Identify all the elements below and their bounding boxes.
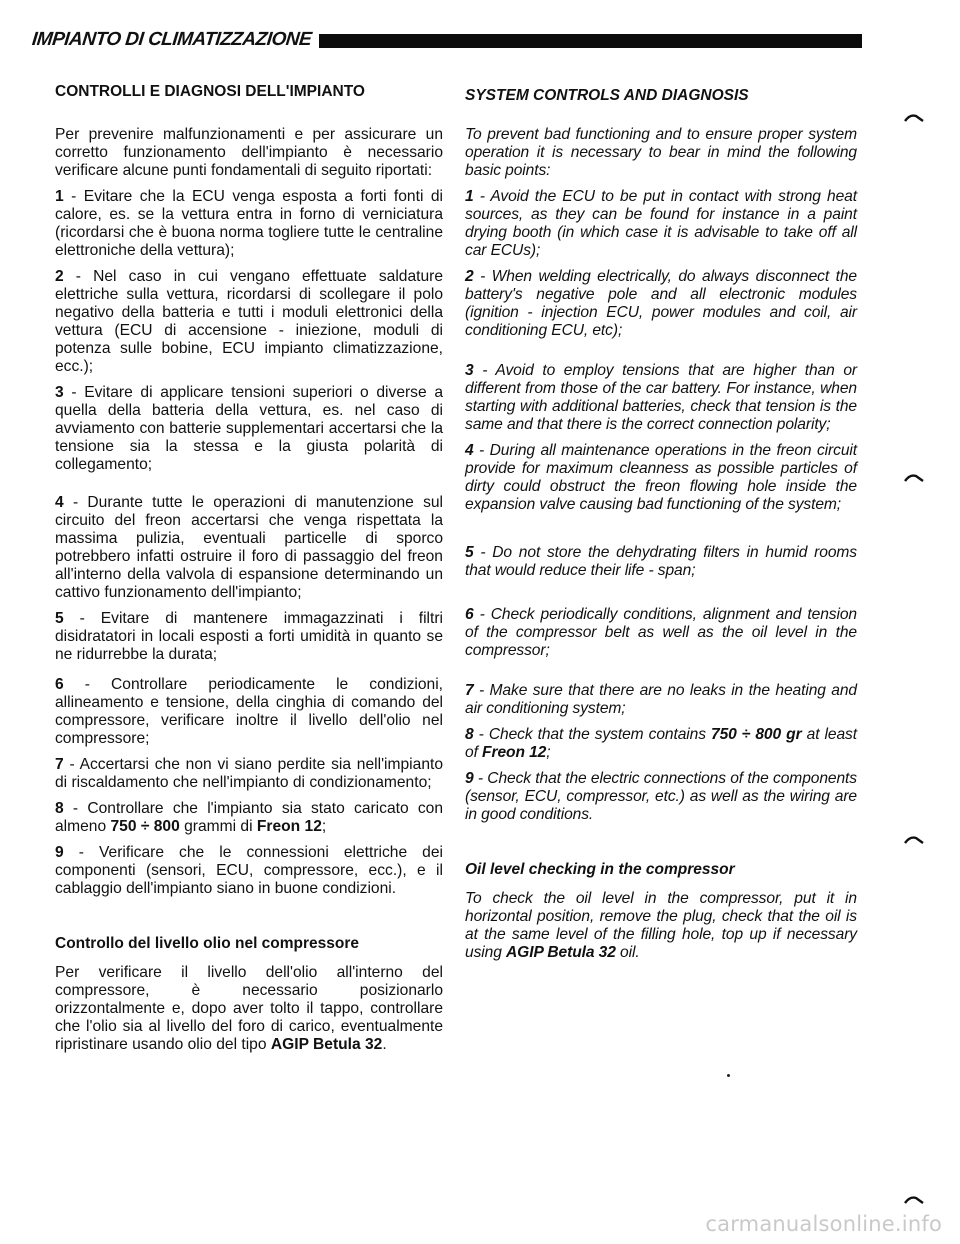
english-item-4: 4 - During all maintenance operations in the freon circuit provide for maximum cleanness as possible particles of dirty could obstruct the freon flowing hole inside the expansion valve causing bad functioning of the system;	[465, 442, 857, 513]
english-section-title: SYSTEM CONTROLS AND DIAGNOSIS	[465, 87, 749, 104]
italian-section-title: CONTROLLI E DIAGNOSI DELL'IMPIANTO	[55, 83, 365, 100]
english-intro: To prevent bad functioning and to ensure proper system operation it is necessary to bear in mind the following basic points:	[465, 126, 857, 179]
margin-mark-icon	[904, 114, 924, 122]
margin-mark-icon	[904, 474, 924, 482]
watermark: carmanualsonline.info	[705, 1212, 942, 1236]
english-item-9: 9 - Check that the electric connections of the components (sensor, ECU, compressor, etc.) as well as the wiring are in good conditions.	[465, 770, 857, 823]
italian-item-6: 6 - Controllare periodicamente le condizioni, allineamento e tensione, della cinghia di comando del compressore, verificare inoltre il livello dell'olio nel compressore;	[55, 676, 443, 747]
italian-column	[55, 82, 443, 1062]
header-bar	[319, 34, 862, 48]
italian-item-7: 7 - Accertarsi che non vi siano perdite sia nell'impianto di riscaldamento che nell'impianto di condizionamento;	[55, 756, 443, 791]
english-item-5: 5 - Do not store the dehydrating filters in humid rooms that would reduce their life - span;	[465, 544, 857, 579]
margin-mark-icon	[904, 1196, 924, 1204]
margin-mark-icon	[904, 836, 924, 844]
italian-oil-title: Controllo del livello olio nel compressore	[55, 935, 360, 952]
header-title: IMPIANTO DI CLIMATIZZAZIONE	[30, 29, 313, 50]
italian-item-8: 8 - Controllare che l'impianto sia stato caricato con almeno 750 ÷ 800 grammi di Freon 12;	[55, 800, 443, 835]
speck	[727, 1074, 730, 1077]
italian-item-3: 3 - Evitare di applicare tensioni superiori o diverse a quella della batteria della vettura, es. nel caso di avviamento con batterie supplementari accertarsi che la tensione sia la stessa e la giusta polarità di collegamento;	[55, 384, 443, 473]
italian-item-5: 5 - Evitare di mantenere immagazzinati i filtri disidratatori in locali esposti a forti umidità in quanto se ne ridurrebbe la durata;	[55, 610, 443, 663]
page-header	[32, 28, 862, 52]
italian-oil-text: Per verificare il livello dell'olio all'interno del compressore, è necessario posizionarlo orizzontalmente e, dopo aver tolto il tappo, controllare che l'olio sia al livello del foro di carico, eventualmente ripristinare usando olio del tipo AGIP Betula 32.	[55, 964, 443, 1053]
english-item-7: 7 - Make sure that there are no leaks in the heating and air conditioning system;	[465, 682, 857, 717]
english-item-1: 1 - Avoid the ECU to be put in contact with strong heat sources, as they can be found for instance in a paint drying booth (in which case it is advisable to take off all car ECUs);	[465, 188, 857, 259]
english-item-2: 2 - When welding electrically, do always disconnect the battery's negative pole and all electronic modules (ignition - injection ECU, power modules and coil, air conditioning ECU, etc);	[465, 268, 857, 339]
english-column	[465, 82, 857, 970]
italian-item-9: 9 - Verificare che le connessioni elettriche dei componenti (sensori, ECU, compressore, ecc.), e il cablaggio dell'impianto siano in buone condizioni.	[55, 844, 443, 897]
english-oil-title: Oil level checking in the compressor	[465, 861, 735, 878]
italian-item-4: 4 - Durante tutte le operazioni di manutenzione sul circuito del freon accertarsi che venga rispettata la massima pulizia, eventuali particelle di sporco potrebbero infatti ostruire il foro di passaggio del freon all'interno della valvola di espansione determinando un cattivo funzionamento dell'impianto;	[55, 494, 443, 601]
english-item-8: 8 - Check that the system contains 750 ÷ 800 gr at least of Freon 12;	[465, 726, 857, 761]
english-item-3: 3 - Avoid to employ tensions that are higher than or different from those of the car battery. For instance, when starting with additional batteries, check that tension is the same and that there is the correct connection polarity;	[465, 362, 857, 433]
italian-item-2: 2 - Nel caso in cui vengano effettuate saldature elettriche sulla vettura, ricordarsi di scollegare il polo negativo della batteria e tutti i moduli elettronici della vettura (ECU di accensione - iniezione, moduli di potenza sulle bobine, ECU impianto climatizzazione, ecc.);	[55, 268, 443, 375]
italian-intro: Per prevenire malfunzionamenti e per assicurare un corretto funzionamento dell'impianto è necessario verificare alcune punti fondamentali di seguito riportati:	[55, 126, 443, 179]
english-item-6: 6 - Check periodically conditions, alignment and tension of the compressor belt as well as the oil level in the compressor;	[465, 606, 857, 659]
english-oil-text: To check the oil level in the compressor, put it in horizontal position, remove the plug, check that the oil is at the same level of the filling hole, top up if necessary using AGIP Betula 32 oil.	[465, 890, 857, 961]
italian-item-1: 1 - Evitare che la ECU venga esposta a forti fonti di calore, es. se la vettura entra in forno di verniciatura (ricordarsi che è buona norma togliere tutte le centraline elettroniche della vettura);	[55, 188, 443, 259]
